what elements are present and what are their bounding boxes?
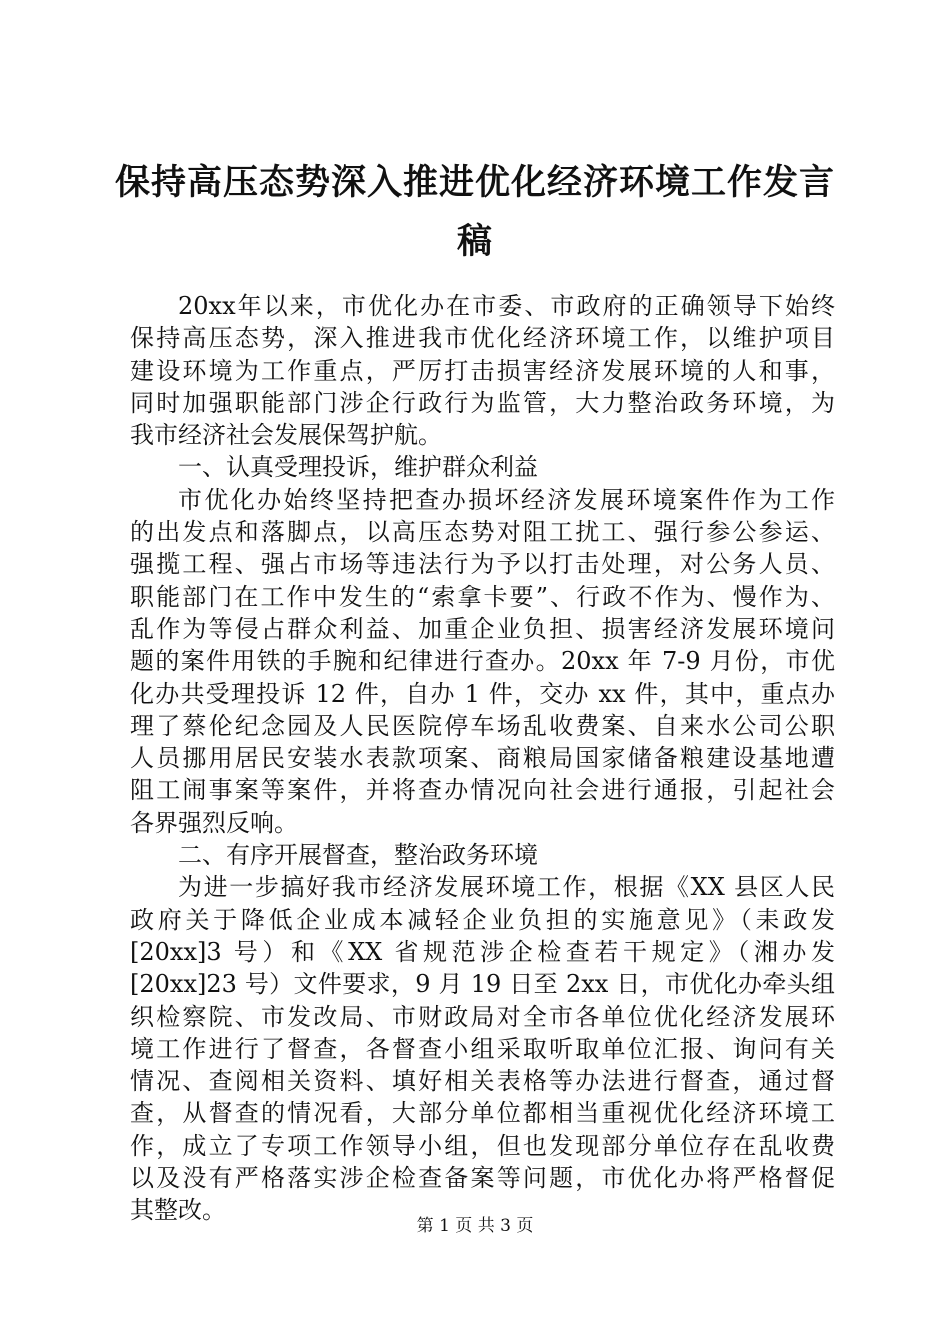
paragraph-line: [20xx]23 号）文件要求，9 月 19 日至 2xx 日，市优化办牵头组	[130, 970, 835, 999]
paragraph-line: 政府关于降低企业成本减轻企业负担的实施意见》（耒政发	[130, 905, 835, 934]
paragraph-line: 各界强烈反响。	[130, 808, 298, 837]
paragraph-line: 职能部门在工作中发生的“索拿卡要”、行政不作为、慢作为、	[130, 582, 835, 611]
paragraph-line: 境工作进行了督查，各督查小组采取听取单位汇报、询问有关	[130, 1034, 835, 1063]
paragraph-line: 织检察院、市发改局、市财政局对全市各单位优化经济发展环	[130, 1002, 835, 1031]
paragraph-line: 人员挪用居民安装水表款项案、商粮局国家储备粮建设基地遭	[130, 744, 835, 773]
paragraph-line: 保持高压态势，深入推进我市优化经济环境工作，以维护项目	[130, 324, 835, 353]
page-footer: 第 1 页 共 3 页	[416, 1216, 534, 1236]
paragraph-line: 乱作为等侵占群众利益、加重企业负担、损害经济发展环境问	[130, 614, 835, 643]
paragraph-line: 同时加强职能部门涉企行政行为监管，大力整治政务环境，为	[130, 388, 835, 417]
paragraph-line: 的出发点和落脚点，以高压态势对阻工扰工、强行参公参运、	[130, 518, 835, 547]
paragraph-line: 题的案件用铁的手腕和纪律进行查办。20xx 年 7-9 月份，市优	[130, 647, 835, 676]
section-heading: 二、有序开展督查，整治政务环境	[178, 841, 538, 870]
document-title-line-1: 保持高压态势深入推进优化经济环境工作发言	[114, 162, 835, 203]
paragraph-line: 建设环境为工作重点，严厉打击损害经济发展环境的人和事，	[130, 356, 835, 385]
paragraph-line: 我市经济社会发展保驾护航。	[130, 421, 442, 450]
paragraph-line: 以及没有严格落实涉企检查备案等问题，市优化办将严格督促	[130, 1164, 835, 1193]
document-title-line-2: 稿	[456, 221, 493, 262]
paragraph-line: 为进一步搞好我市经济发展环境工作，根据《XX 县区人民	[178, 873, 835, 902]
document-body	[130, 290, 835, 1227]
paragraph-line: [20xx]3 号）和《XX 省规范涉企检查若干规定》（湘办发	[130, 937, 835, 966]
paragraph-line: 查，从督查的情况看，大部分单位都相当重视优化经济环境工	[130, 1099, 835, 1128]
paragraph-line: 理了蔡伦纪念园及人民医院停车场乱收费案、自来水公司公职	[130, 711, 835, 740]
paragraph-line: 其整改。	[130, 1196, 226, 1225]
paragraph-line: 作，成立了专项工作领导小组，但也发现部分单位存在乱收费	[130, 1131, 835, 1160]
section-heading: 一、认真受理投诉，维护群众利益	[178, 453, 538, 482]
paragraph-line: 强揽工程、强占市场等违法行为予以打击处理，对公务人员、	[130, 550, 835, 579]
paragraph-line: 市优化办始终坚持把查办损坏经济发展环境案件作为工作	[178, 485, 835, 514]
paragraph-line: 阻工闹事案等案件，并将查办情况向社会进行通报，引起社会	[130, 776, 835, 805]
paragraph-line: 情况、查阅相关资料、填好相关表格等办法进行督查，通过督	[130, 1067, 835, 1096]
paragraph-line: 20xx年以来，市优化办在市委、市政府的正确领导下始终	[178, 292, 835, 320]
paragraph-line: 化办共受理投诉 12 件，自办 1 件，交办 xx 件，其中，重点办	[130, 679, 835, 708]
